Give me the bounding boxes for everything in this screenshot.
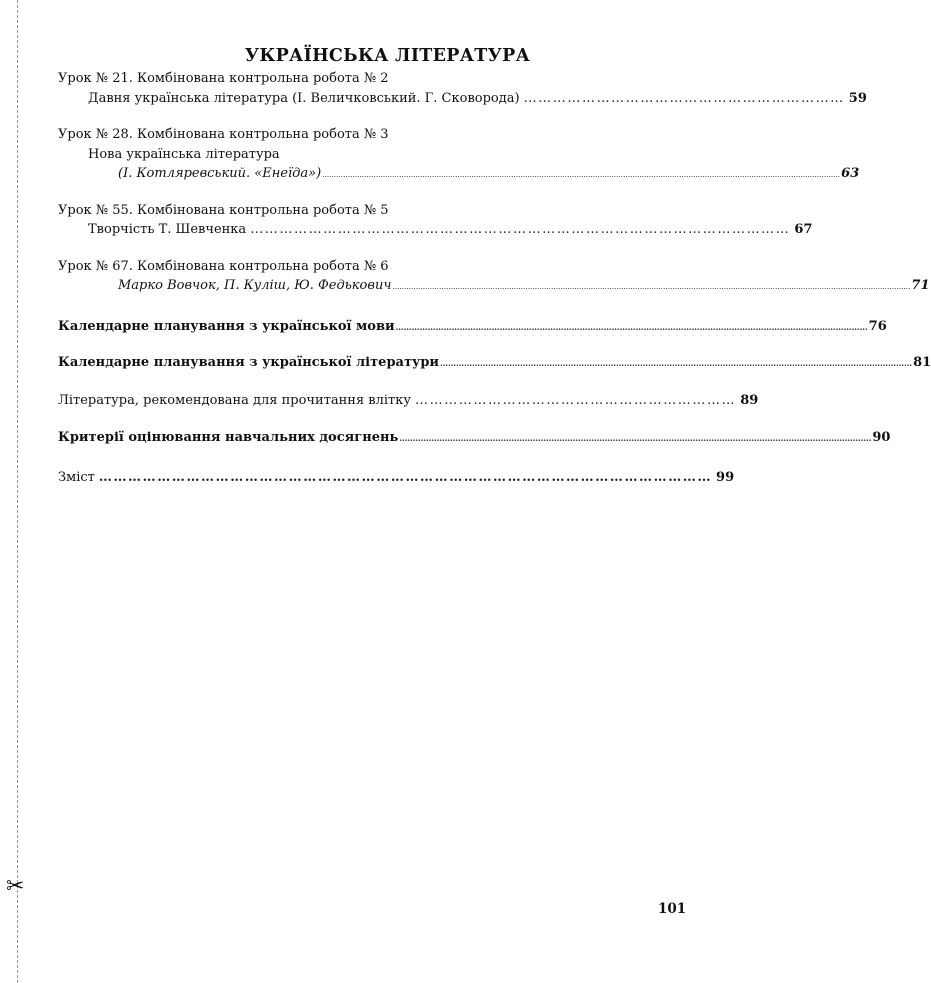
toc-entry-summer-reading — [58, 393, 759, 409]
toc-entry-label: Творчість Т. Шевченка — [88, 222, 247, 237]
toc-heading-lesson-28: Урок № 28. Комбінована контрольна робота № 3 — [58, 127, 389, 142]
toc-entry-page: 71 — [911, 278, 930, 293]
toc-entry-contents — [58, 470, 735, 486]
toc-entry-calendar-language — [58, 319, 887, 335]
toc-subheading-lesson-28: Нова українська література — [88, 147, 280, 162]
toc-entry-lesson-21 — [88, 91, 867, 107]
toc-heading-lesson-55: Урок № 55. Комбінована контрольна робота № 5 — [58, 203, 389, 218]
toc-entry-page: 90 — [872, 430, 891, 445]
section-title: УКРАЇНСЬКА ЛІТЕРАТУРА — [244, 46, 531, 66]
toc-entry-lesson-55 — [88, 222, 813, 238]
toc-entry-label: Календарне планування з української літератури — [58, 355, 440, 370]
leader-dots: …………………………………………………………………………………………………………………………………………………………………………………………………… — [392, 283, 911, 291]
toc-entry-page: 63 — [841, 166, 860, 181]
toc-entry-label: Зміст — [58, 470, 95, 485]
toc-entry-page: 99 — [716, 470, 735, 485]
page-number: 101 — [658, 901, 687, 917]
leader-dots: …………………………………………………………………………………………………………………………………………………………… — [399, 433, 872, 443]
toc-entry-calendar-literature — [58, 355, 931, 371]
leader-dots: ………………………………………………………… — [415, 393, 737, 408]
toc-entry-label: Марко Вовчок, П. Куліш, Ю. Федькович — [118, 278, 392, 293]
toc-entry-label: Література, рекомендована для прочитання влітку — [58, 393, 411, 408]
leader-dots: ……………………………………………………………………………………………………………… — [98, 470, 713, 485]
toc-entry-page: 89 — [740, 393, 759, 408]
toc-entry-criteria — [58, 430, 891, 446]
leader-dots: …………………………………………………………………………………………………………………………………………………………… — [440, 358, 913, 368]
toc-entry-lesson-28 — [118, 166, 860, 183]
leader-dots: …………………………………………………………………………………………………………………………………………………………… — [395, 322, 868, 332]
toc-entry-lesson-67 — [118, 278, 930, 295]
toc-entry-page: 59 — [848, 91, 867, 106]
toc-entry-label: Календарне планування з української мови — [58, 319, 395, 334]
leader-dots: ………………………………………………………………………………………………… — [250, 222, 791, 237]
toc-entry-label: Критерії оцінювання навчальних досягнень — [58, 430, 399, 445]
leader-dots: ………………………………………………………… — [523, 91, 845, 106]
toc-entry-page: 76 — [868, 319, 887, 334]
toc-entry-label: Давня українська література (І. Величковський. Г. Сковорода) — [88, 91, 520, 106]
scissors-icon: ✂ — [6, 874, 25, 899]
toc-entry-page: 67 — [794, 222, 813, 237]
toc-entry-label: (І. Котляревський. «Енеїда») — [118, 166, 322, 181]
leader-dots: …………………………………………………………………………………………………………………………………………………………………………………………………… — [322, 171, 841, 179]
cut-line — [17, 0, 18, 983]
toc-heading-lesson-21: Урок № 21. Комбінована контрольна робота № 2 — [58, 71, 389, 86]
toc-entry-page: 81 — [913, 355, 931, 370]
toc-heading-lesson-67: Урок № 67. Комбінована контрольна робота № 6 — [58, 259, 389, 274]
